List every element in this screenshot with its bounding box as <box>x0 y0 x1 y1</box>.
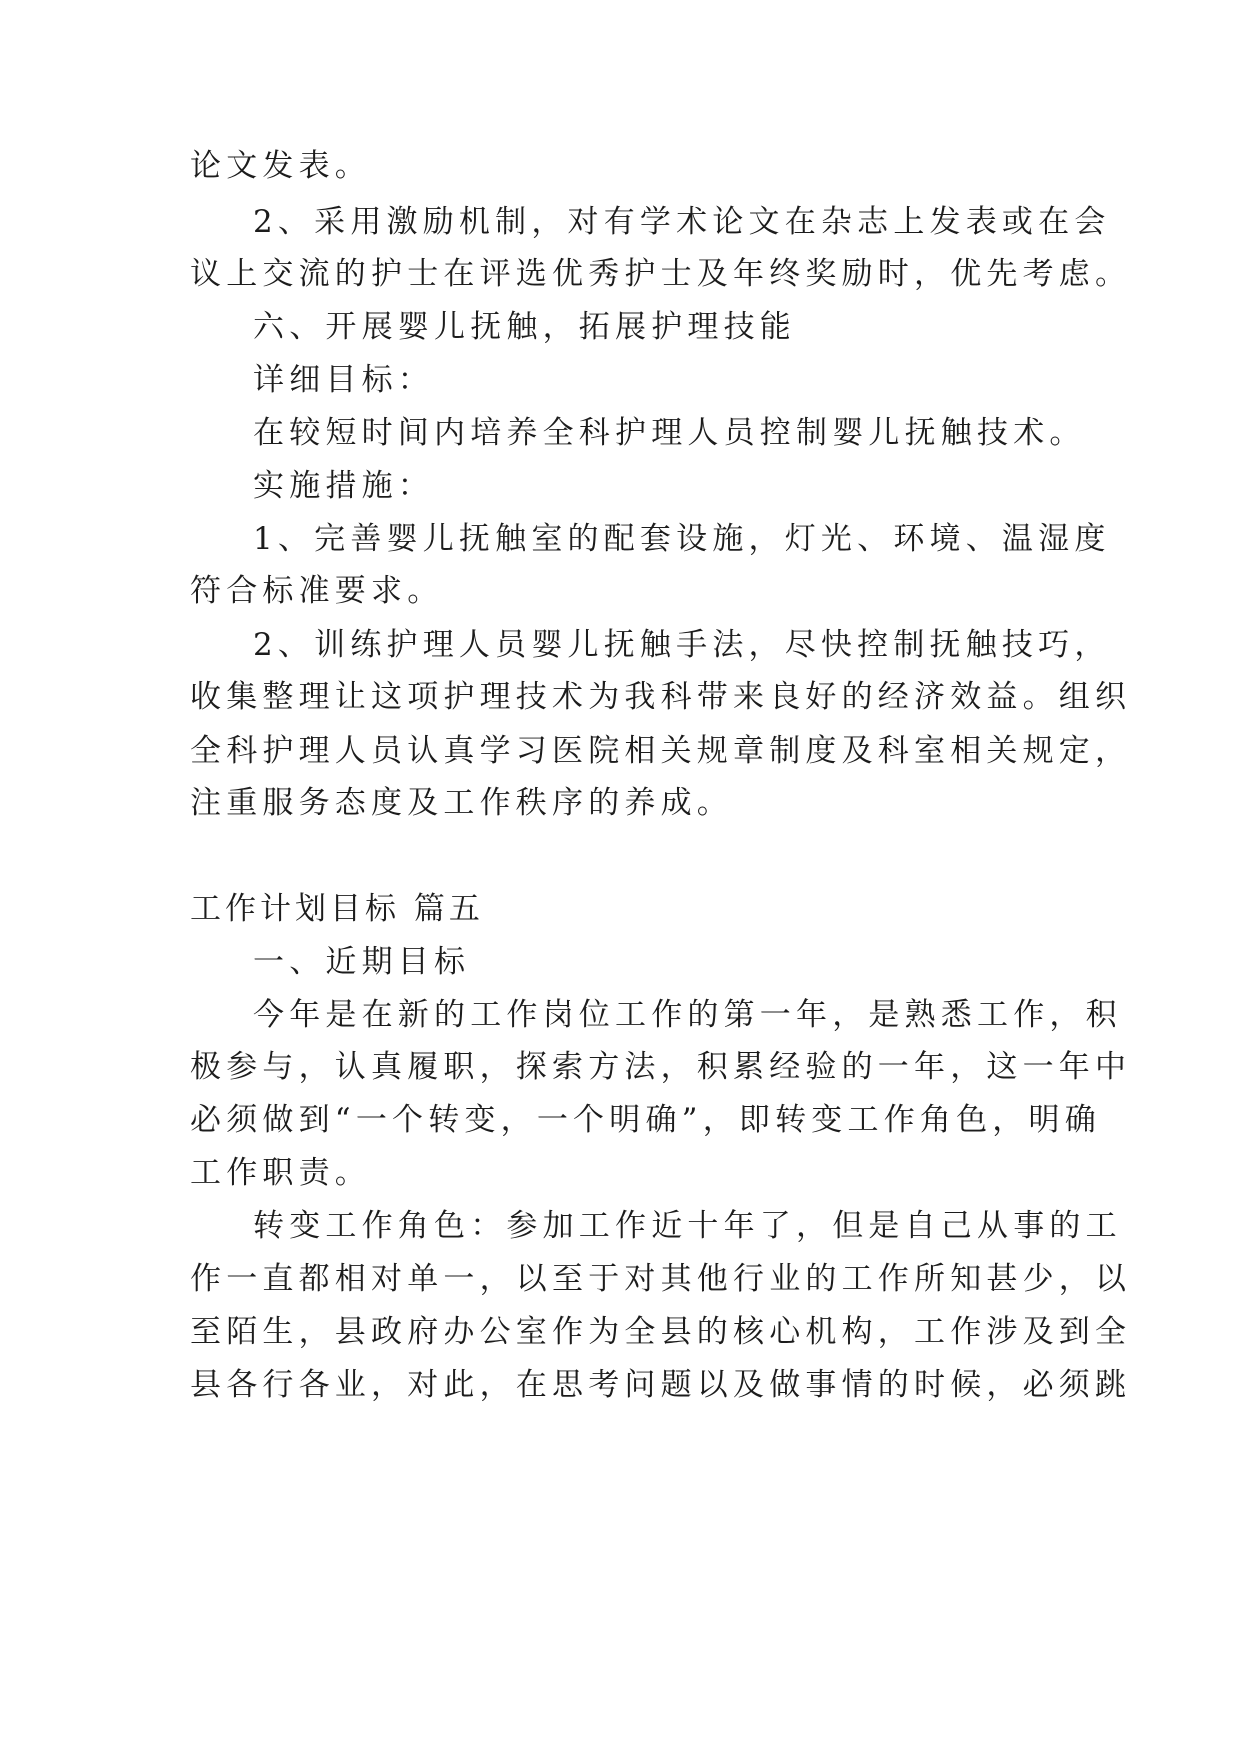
text-line: 议上交流的护士在评选优秀护士及年终奖励时，优先考虑。 <box>190 256 1132 292</box>
text-line: 在较短时间内培养全科护理人员控制婴儿抚触技术。 <box>253 415 1086 451</box>
text-line: 收集整理让这项护理技术为我科带来良好的经济效益。组织 <box>190 679 1132 715</box>
text-line: 转变工作角色：参加工作近十年了，但是自己从事的工 <box>253 1208 1122 1244</box>
text-line: 至陌生，县政府办公室作为全县的核心机构，工作涉及到全 <box>190 1314 1132 1350</box>
section-title: 工作计划目标 篇五 <box>190 891 484 927</box>
text-line: 县各行各业，对此，在思考问题以及做事情的时候，必须跳 <box>190 1367 1132 1403</box>
text-line: 工作职责。 <box>190 1155 371 1191</box>
text-line: 论文发表。 <box>190 148 371 184</box>
text-line: 注重服务态度及工作秩序的养成。 <box>190 785 733 821</box>
text-line: 2、采用激励机制，对有学术论文在杂志上发表或在会 <box>253 204 1111 240</box>
subheading: 一、近期目标 <box>253 944 471 980</box>
text-line: 符合标准要求。 <box>190 573 444 609</box>
text-line: 全科护理人员认真学习医院相关规章制度及科室相关规定， <box>190 733 1132 769</box>
subheading: 六、开展婴儿抚触，拓展护理技能 <box>253 309 796 345</box>
text-line: 必须做到“一个转变，一个明确”，即转变工作角色，明确 <box>190 1102 1101 1138</box>
text-line: 1、完善婴儿抚触室的配套设施，灯光、环境、温湿度 <box>253 521 1111 557</box>
text-line: 极参与，认真履职，探索方法，积累经验的一年，这一年中 <box>190 1049 1132 1085</box>
label-line: 详细目标： <box>253 362 434 398</box>
text-line: 今年是在新的工作岗位工作的第一年，是熟悉工作，积 <box>253 997 1122 1033</box>
text-line: 作一直都相对单一，以至于对其他行业的工作所知甚少，以 <box>190 1261 1132 1297</box>
label-line: 实施措施： <box>253 468 434 504</box>
text-line: 2、训练护理人员婴儿抚触手法，尽快控制抚触技巧， <box>253 627 1111 663</box>
